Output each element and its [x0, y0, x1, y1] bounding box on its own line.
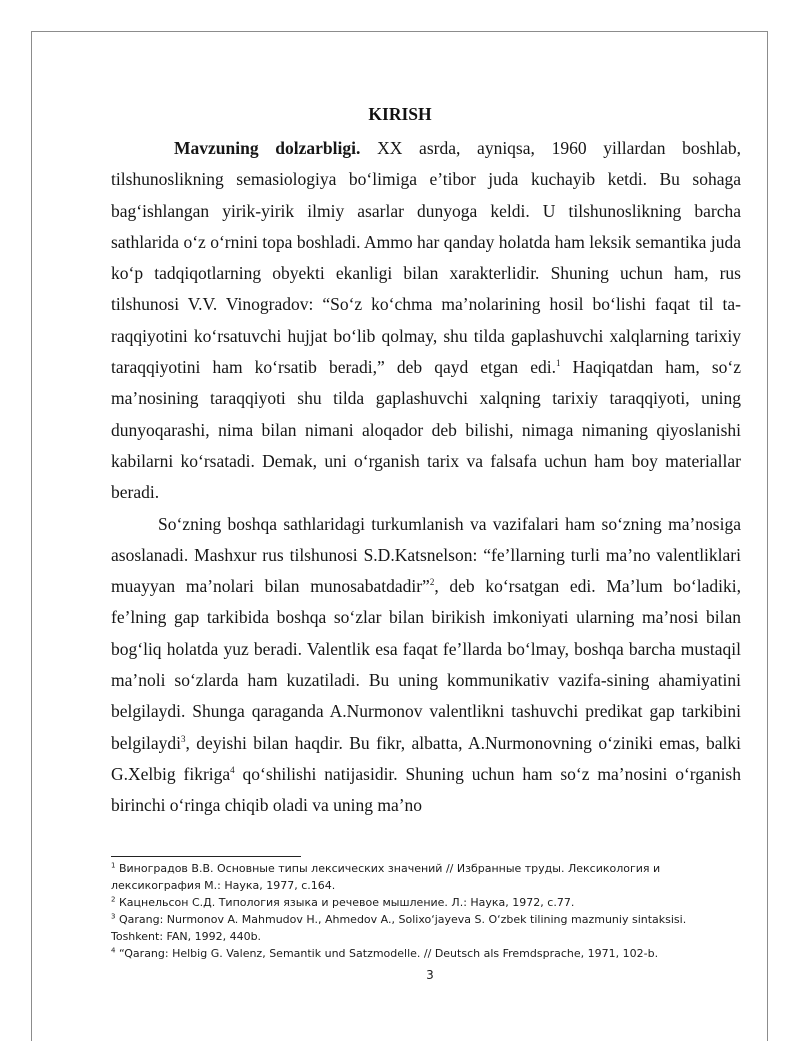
footnote-text: Кацнельсон С.Д. Типология языка и речевое мышление. Л.: Наука, 1972, с.77. [115, 896, 575, 909]
footnote-text: Qarang: Nurmonov A. Mahmudov H., Ahmedov A., Solixo‘jayeva S. O‘zbek tilining mazmuniy sintaksisi. Toshkent: FAN, 1992, 440b. [111, 913, 687, 943]
paragraph-1 [111, 133, 741, 509]
footnote-ref-3[interactable]: 3 [180, 733, 186, 744]
paragraph-text: , deyishi bilan haqdir. Bu fikr, albatta, A.Nurmonovning o‘ziniki emas, balki G.Xelbig fikriga [111, 732, 741, 784]
footnote-4 [111, 945, 741, 962]
footnote-2 [111, 894, 741, 911]
paragraph-2 [111, 509, 741, 822]
footnote-1 [111, 860, 741, 894]
footnote-number: 4 [111, 946, 116, 955]
footnote-separator [111, 856, 301, 857]
paragraph-text: So‘zning boshqa sathlaridagi turkumlanish va vazifalari ham so‘zning ma’nosiga asoslanadi. Mashxur rus tilshunosi S.D.Katsnelson: “fe’llarning turli ma’no valentliklari muayyan ma’nolari bilan munosabatdadir” [111, 513, 741, 597]
paragraph-text: Haqiqatdan ham, so‘z ma’nosining taraqqiyoti shu tilda gaplashuvchi xalqning tarixiy taraqqiyoti, uning dunyoqarashi, nima bilan nimani aloqador deb bilishi, nimaga nimaning qiyoslanishi kabilarni ko‘rsatadi. Demak, uni o‘rganish tarix va falsafa uchun ham boy materiallar beradi. [111, 357, 742, 503]
footnote-number: 3 [111, 912, 116, 921]
footnote-text: “Qarang: Helbig G. Valenz, Semantik und Satzmodelle. // Deutsch als Fremdsprache, 1971, 102-b. [115, 947, 659, 960]
paragraph-lead: Mavzuning dolzarbligi. [174, 138, 361, 158]
paragraph-text: , deb ko‘rsatgan edi. Ma’lum bo‘ladiki, fe’lnіng gap tarkibida boshqa so‘zlar bilan birikish imkoniyati ularning ma’nosi bilan bog‘liq holatda yuz beradi. Valentlik esa faqat fe’llarda bo‘lmay, boshqa barcha mustaqil ma’noli so‘zlarda ham kuzatiladi. Bu uning kommunikativ vazifa-sining ahamiyatini belgilaydi. Shunga qaraganda A.Nurmonov valentlikni tashuvchi predikat gap tarkibini belgilaydi [111, 576, 741, 753]
footnote-ref-4[interactable]: 4 [230, 765, 235, 776]
footnote-number: 1 [111, 861, 116, 870]
page-number: 3 [426, 968, 434, 982]
paragraph-text: qo‘shilishi natijasidir. Shuning uchun ham so‘z ma’nosini o‘rganish birinchi o‘ringa chiqib oladi va uning ma’no [111, 763, 741, 816]
section-heading: KIRISH [368, 104, 432, 124]
footnote-text: Виноградов В.В. Основные типы лексических значений // Избранные труды. Лексикология и лексикография М.: Наука, 1977, с.164. [111, 862, 661, 892]
body-text [111, 133, 741, 822]
footnote-number: 2 [111, 895, 116, 904]
footnote-3 [111, 911, 741, 945]
paragraph-text: XX asrda, ayniqsa, 1960 yillardan boshlab, tilshunoslikning semasiologiya bo‘limiga e’tibor juda kuchayib ketdi. Bu sohaga bag‘ishlangan yirik-yirik ilmiy asarlar dunyoga keldi. U tilshunoslikning barcha sathlarida o‘z o‘rnini topa boshladi. Ammo har qanday holatda ham leksik semantika juda ko‘p tadqiqotlarning obyekti ekanligi bilan xarakterlidir. Shuning uchun ham, rus tilshunosi V.V. Vinogradov: “So‘z ko‘chma ma’nolarining hosil bo‘lishi faqat til ta-raqqiyotini ko‘rsatuvchi hujjat bo‘lib qolmay, shu tilda gaplashuvchi xalqlarning tarixiy taraqqiyotini ham ko‘rsatib beradi,” deb qayd etgan edi. [111, 138, 741, 378]
footnote-ref-2[interactable]: 2 [429, 577, 435, 588]
footnote-ref-1[interactable]: 1 [556, 358, 561, 369]
footnotes [111, 860, 741, 962]
